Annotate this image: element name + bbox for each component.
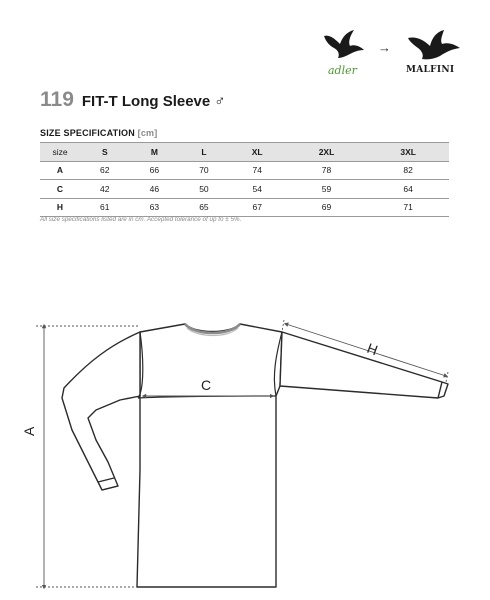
table-cell: 54 <box>229 180 286 199</box>
tolerance-note: All size specifications listed are in cm. Accepted tolerance of up to ± 5%. <box>40 216 242 223</box>
table-cell: 70 <box>179 161 229 180</box>
malfini-bird-icon <box>406 28 462 64</box>
product-name: FIT-T Long Sleeve <box>81 93 211 110</box>
size-table-header: XL <box>229 143 286 162</box>
size-spec-heading <box>40 128 157 138</box>
table-cell: 59 <box>286 180 368 199</box>
table-cell: 71 <box>367 198 449 217</box>
size-table-header: M <box>130 143 180 162</box>
garment-diagram <box>0 300 490 600</box>
size-table-header: 2XL <box>286 143 368 162</box>
table-cell: 82 <box>367 161 449 180</box>
table-cell: 66 <box>130 161 180 180</box>
table-cell: 50 <box>179 180 229 199</box>
product-number: 119 <box>40 88 74 111</box>
table-cell: 61 <box>80 198 130 217</box>
row-label: H <box>40 198 80 217</box>
table-cell: 62 <box>80 161 130 180</box>
product-title <box>40 88 226 112</box>
shirt-outline <box>62 324 448 587</box>
measure-label-a: A <box>21 426 37 436</box>
table-cell: 74 <box>229 161 286 180</box>
size-table <box>40 142 449 217</box>
size-table-header-row <box>40 143 449 162</box>
arrow-right-icon: → <box>378 40 391 55</box>
size-spec-unit: [cm] <box>137 128 158 138</box>
adler-bird-icon <box>320 28 368 64</box>
measure-label-c: C <box>201 377 212 393</box>
malfini-logo-text: MALFINI <box>406 65 455 75</box>
male-symbol-icon: ♂ <box>214 93 226 110</box>
table-row <box>40 180 449 199</box>
size-table-header: 3XL <box>367 143 449 162</box>
table-row <box>40 198 449 217</box>
table-cell: 78 <box>286 161 368 180</box>
table-cell: 69 <box>286 198 368 217</box>
table-cell: 64 <box>367 180 449 199</box>
size-table-header: size <box>40 143 80 162</box>
table-cell: 46 <box>130 180 180 199</box>
size-spec-title: SIZE SPECIFICATION <box>40 128 135 138</box>
row-label: C <box>40 180 80 199</box>
size-table-header: L <box>179 143 229 162</box>
table-row <box>40 161 449 180</box>
adler-logo-text: adler <box>328 64 357 77</box>
table-cell: 63 <box>130 198 180 217</box>
table-cell: 67 <box>229 198 286 217</box>
size-table-header: S <box>80 143 130 162</box>
brand-logos <box>318 24 468 80</box>
table-cell: 42 <box>80 180 130 199</box>
table-cell: 65 <box>179 198 229 217</box>
row-label: A <box>40 161 80 180</box>
measure-label-h: H <box>364 339 380 359</box>
